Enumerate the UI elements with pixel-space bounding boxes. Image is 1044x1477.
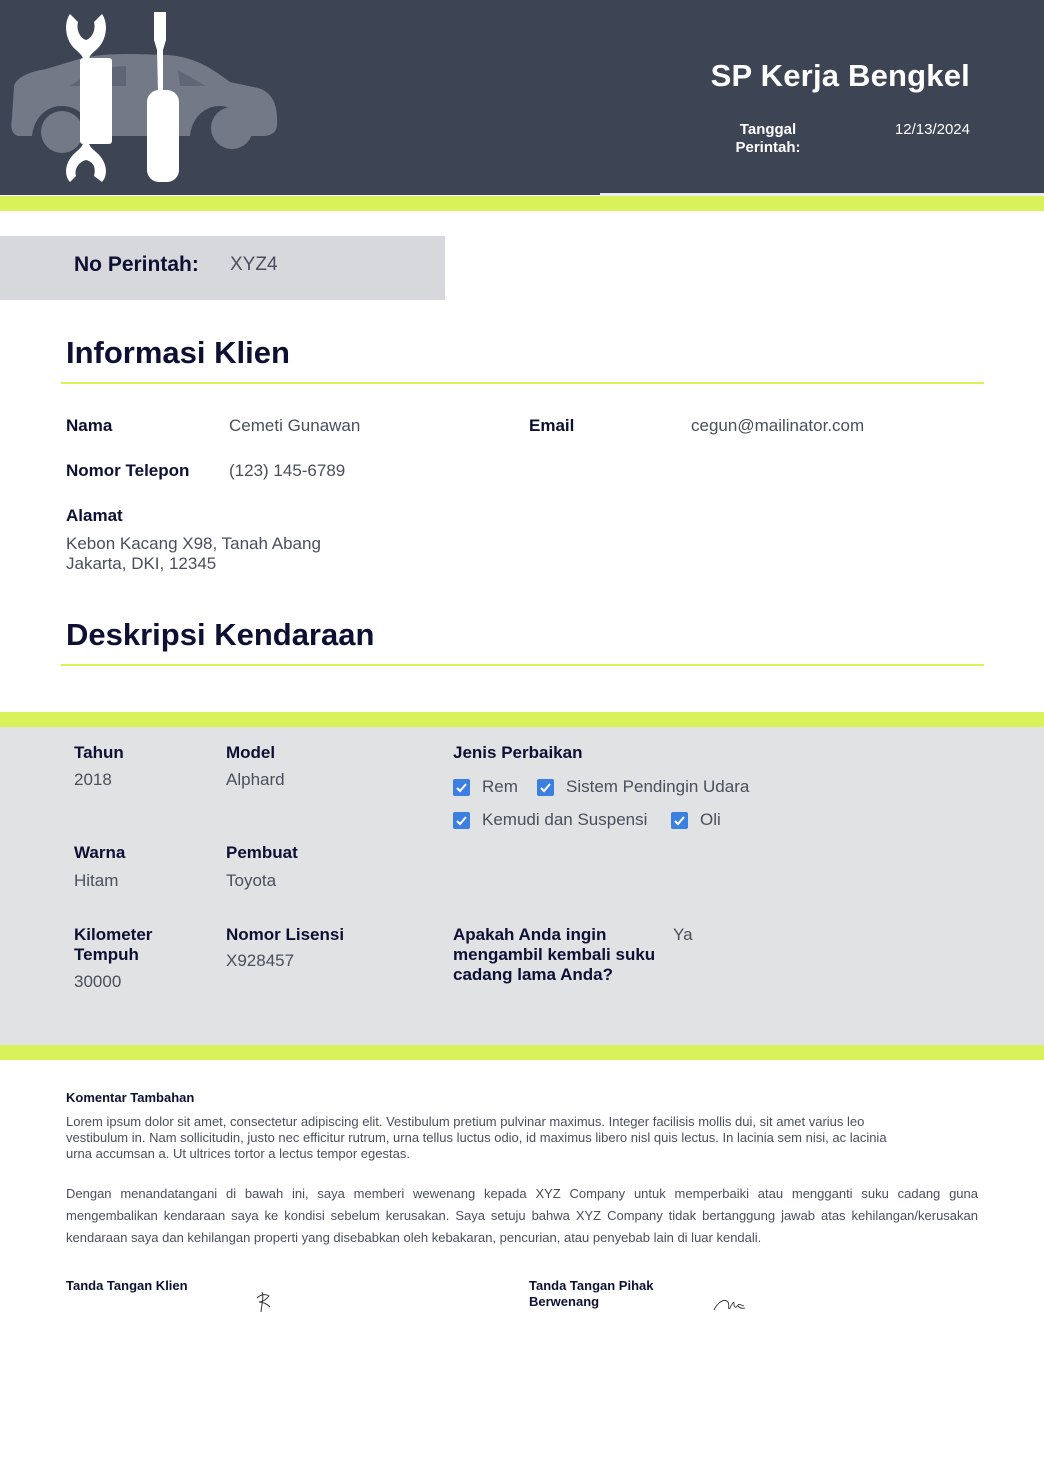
client-signature-label: Tanda Tangan Klien [66,1278,188,1293]
checkbox-checked-icon[interactable] [671,812,688,829]
parts-question-line3: cadang lama Anda? [453,965,613,984]
client-name-label: Nama [66,416,113,435]
vehicle-model-label: Model [226,743,276,762]
repair-option-ac[interactable] [537,777,749,797]
comments-line3: urna accumsan a. Ut ultrices tortor a lectus tempor egestas. [66,1146,410,1161]
client-email-value: cegun@mailinator.com [691,416,865,435]
authorized-signature-label-line2: Berwenang [529,1294,600,1309]
vehicle-license-label: Nomor Lisensi [226,925,345,944]
vehicle-color-value: Hitam [74,871,119,890]
client-address-line1: Kebon Kacang X98, Tanah Abang [66,534,321,553]
comments-label: Komentar Tambahan [66,1090,195,1105]
checkbox-checked-icon[interactable] [453,779,470,796]
vehicle-mileage-value: 30000 [74,972,122,991]
vehicle-details-panel [0,727,1044,1045]
accent-bar-vehicle-bottom [0,1045,1044,1060]
vehicle-year-value: 2018 [74,770,112,789]
document-title: SP Kerja Bengkel [710,58,970,93]
repair-option-label: Rem [482,777,518,796]
parts-question-answer: Ya [673,925,693,944]
vehicle-section-title: Deskripsi Kendaraan [66,617,375,652]
vehicle-mileage-label-line1: Kilometer [74,925,153,944]
client-section-title: Informasi Klien [66,335,290,370]
client-email-label: Email [529,416,575,435]
repair-option-label: Kemudi dan Suspensi [482,810,648,829]
comments-line2: vestibulum in. Nam sollicitudin, justo nec efficitur rutrum, urna tellus luctus odio, id maximus libero nisl quis lectus. In lacinia sem nisi, ac lacinia [66,1130,887,1145]
order-date-value: 12/13/2024 [894,121,970,138]
repair-option-oil[interactable] [671,810,721,830]
client-address-label: Alamat [66,506,123,525]
order-number-value: XYZ4 [230,254,278,275]
repair-type-label: Jenis Perbaikan [453,743,583,762]
parts-question-line2: mengambil kembali suku [453,945,656,964]
repair-option-steering[interactable] [453,810,647,830]
comments-line1: Lorem ipsum dolor sit amet, consectetur adipiscing elit. Vestibulum pretium pulvinar maximus. Integer facilisis mollis dui, sit amet varius leo [66,1114,865,1129]
repair-option-label: Sistem Pendingin Udara [566,777,750,796]
wrench-screwdriver-car-icon [0,0,290,195]
vehicle-maker-value: Toyota [226,871,277,890]
vehicle-maker-label: Pembuat [226,843,298,862]
vehicle-color-label: Warna [74,843,126,862]
repair-option-brakes[interactable] [453,777,518,797]
client-address-line2: Jakarta, DKI, 12345 [66,554,217,573]
order-number-box [0,236,445,300]
parts-question-line1: Apakah Anda ingin [453,925,607,944]
client-name-value: Cemeti Gunawan [229,416,361,435]
vehicle-year-label: Tahun [74,743,124,762]
client-section-rule [61,382,984,384]
order-date-label: Tanggal Perintah: [735,121,801,156]
authorized-signature-label-line1: Tanda Tangan Pihak [529,1278,654,1293]
vehicle-mileage-label-line2: Tempuh [74,945,139,964]
client-signature [252,1288,276,1316]
checkbox-checked-icon[interactable] [453,812,470,829]
authorization-text: Dengan menandatangani di bawah ini, saya memberi wewenang kepada XYZ Company untuk memperbaiki atau mengganti suku cadang guna mengembalikan kendaraan saya ke kondisi sebelum kerusakan. Saya setuju bahwa XYZ Company tidak bertanggung jawab atas kehilangan/kerusakan kendaraan saya dan kehilangan properti yang disebabkan oleh kebakaran, pencurian, atau penyebab lain di luar kendali. [66,1186,978,1245]
vehicle-section-rule [61,664,984,666]
client-phone-label: Nomor Telepon [66,461,190,480]
accent-bar-vehicle-top [0,712,1044,727]
vehicle-model-value: Alphard [226,770,285,789]
repair-option-label: Oli [700,810,721,829]
order-number-label: No Perintah: [74,253,199,276]
accent-bar-top [0,196,1044,211]
authorized-signature [712,1294,748,1314]
client-phone-value: (123) 145-6789 [229,461,346,480]
vehicle-license-value: X928457 [226,951,295,970]
checkbox-checked-icon[interactable] [537,779,554,796]
